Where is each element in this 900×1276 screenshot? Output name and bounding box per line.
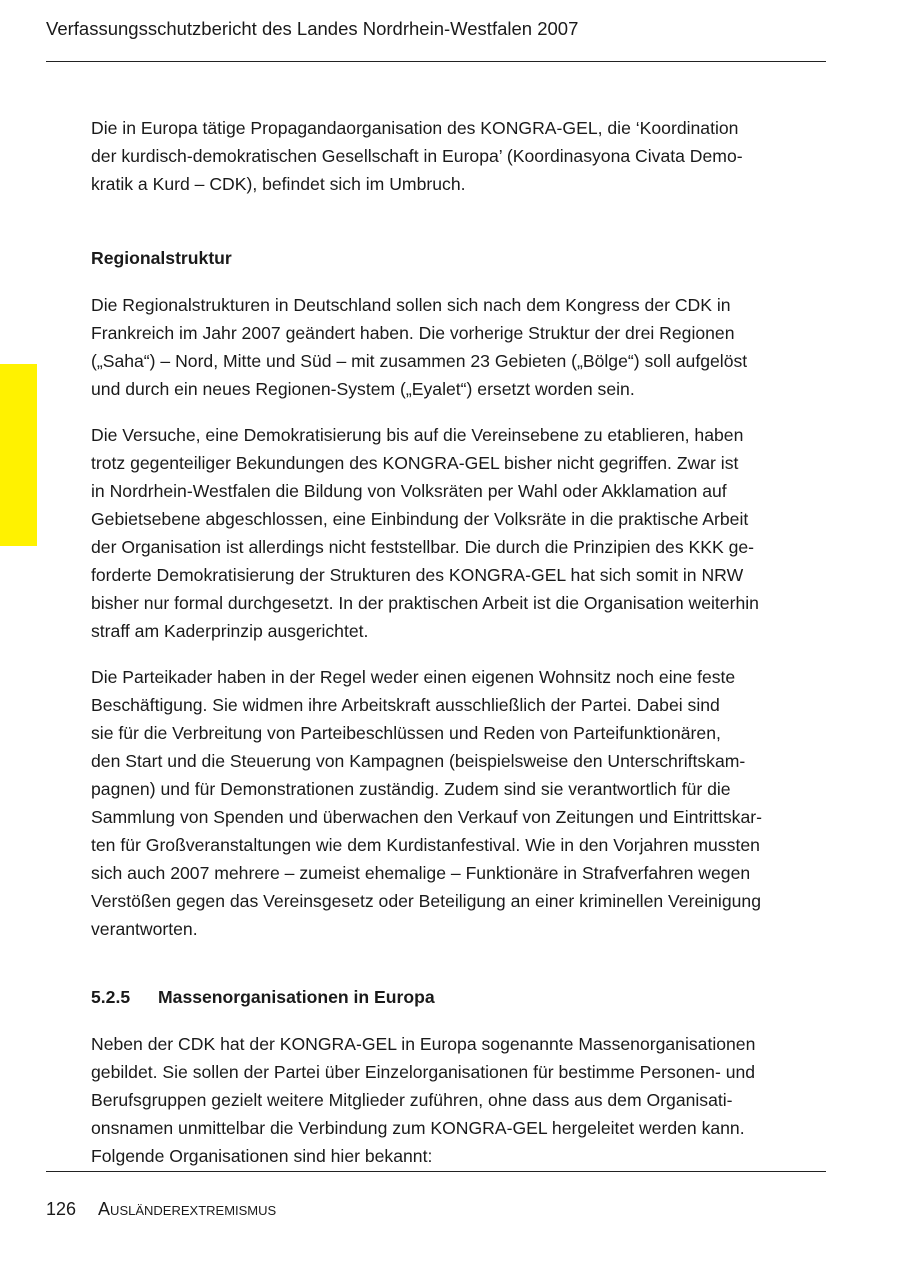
text-line: Die Regionalstrukturen in Deutschland sollen sich nach dem Kongress der CDK in bbox=[91, 295, 731, 315]
text-line: Berufsgruppen gezielt weitere Mitglieder zuführen, ohne dass aus dem Organisati- bbox=[91, 1090, 733, 1110]
text-line: onsnamen unmittelbar die Verbindung zum KONGRA-GEL hergeleitet werden kann. bbox=[91, 1118, 745, 1138]
intro-paragraph bbox=[91, 114, 827, 198]
paragraph-parteikader bbox=[91, 663, 827, 943]
section-number: 5.2.5 bbox=[91, 987, 131, 1007]
text-line: straff am Kaderprinzip ausgerichtet. bbox=[91, 621, 369, 641]
footer-section-title: Ausländerextremismus bbox=[98, 1199, 277, 1219]
text-line: der kurdisch-demokratischen Gesellschaft in Europa’ (Koordinasyona Civata Demo- bbox=[91, 146, 743, 166]
text-line: Sammlung von Spenden und überwachen den Verkauf von Zeitungen und Eintrittskar- bbox=[91, 807, 762, 827]
text-line: bisher nur formal durchgesetzt. In der praktischen Arbeit ist die Organisation weiterhin bbox=[91, 593, 759, 613]
text-line: gebildet. Sie sollen der Partei über Einzelorganisationen für bestimme Personen- und bbox=[91, 1062, 756, 1082]
text-line: Neben der CDK hat der KONGRA-GEL in Europa sogenannte Massenorganisationen bbox=[91, 1034, 756, 1054]
text-line: verantworten. bbox=[91, 919, 198, 939]
text-line: trotz gegenteiliger Bekundungen des KONGRA-GEL bisher nicht gegriffen. Zwar ist bbox=[91, 453, 739, 473]
page-body bbox=[91, 114, 827, 1170]
text-line: und durch ein neues Regionen-System („Eyalet“) ersetzt worden sein. bbox=[91, 379, 635, 399]
header-rule bbox=[46, 61, 826, 62]
text-line: Die Parteikader haben in der Regel weder einen eigenen Wohnsitz noch eine feste bbox=[91, 667, 736, 687]
text-line: kratik a Kurd – CDK), befindet sich im Umbruch. bbox=[91, 174, 466, 194]
text-line: („Saha“) – Nord, Mitte und Süd – mit zusammen 23 Gebieten („Bölge“) soll aufgelöst bbox=[91, 351, 748, 371]
text-line: Frankreich im Jahr 2007 geändert haben. Die vorherige Struktur der drei Regionen bbox=[91, 323, 735, 343]
section-title: Massenorganisationen in Europa bbox=[158, 987, 435, 1007]
text-line: Folgende Organisationen sind hier bekannt: bbox=[91, 1146, 433, 1166]
text-line: forderte Demokratisierung der Strukturen des KONGRA-GEL hat sich somit in NRW bbox=[91, 565, 744, 585]
text-line: der Organisation ist allerdings nicht feststellbar. Die durch die Prinzipien des KKK ge- bbox=[91, 537, 755, 557]
page-number: 126 bbox=[46, 1199, 77, 1219]
footer-rule bbox=[46, 1171, 826, 1172]
text-line: in Nordrhein-Westfalen die Bildung von Volksräten per Wahl oder Akklamation auf bbox=[91, 481, 727, 501]
text-line: sich auch 2007 mehrere – zumeist ehemalige – Funktionäre in Strafverfahren wegen bbox=[91, 863, 751, 883]
text-line: Beschäftigung. Sie widmen ihre Arbeitskraft ausschließlich der Partei. Dabei sind bbox=[91, 695, 720, 715]
margin-marker bbox=[0, 364, 37, 546]
page-footer bbox=[46, 1197, 276, 1221]
paragraph-demokratisierung bbox=[91, 421, 827, 645]
text-line: Die in Europa tätige Propagandaorganisation des KONGRA-GEL, die ‘Koordination bbox=[91, 118, 739, 138]
paragraph-regionalstrukturen bbox=[91, 291, 827, 403]
text-line: Gebietsebene abgeschlossen, eine Einbindung der Volksräte in die praktische Arbeit bbox=[91, 509, 749, 529]
text-line: Verstößen gegen das Vereinsgesetz oder Beteiligung an einer kriminellen Vereinigung bbox=[91, 891, 761, 911]
text-line: pagnen) und für Demonstrationen zuständig. Zudem sind sie verantwortlich für die bbox=[91, 779, 731, 799]
text-line: sie für die Verbreitung von Parteibeschlüssen und Reden von Parteifunktionären, bbox=[91, 723, 721, 743]
paragraph-massenorganisationen bbox=[91, 1030, 827, 1170]
text-line: ten für Großveranstaltungen wie dem Kurdistanfestival. Wie in den Vorjahren mussten bbox=[91, 835, 760, 855]
subheading-regionalstruktur: Regionalstruktur bbox=[91, 248, 232, 268]
section-heading bbox=[91, 983, 827, 1011]
running-header: Verfassungsschutzbericht des Landes Nordrhein-Westfalen 2007 bbox=[46, 18, 579, 39]
text-line: Die Versuche, eine Demokratisierung bis auf die Vereinsebene zu etablieren, haben bbox=[91, 425, 744, 445]
text-line: den Start und die Steuerung von Kampagnen (beispielsweise den Unterschriftskam- bbox=[91, 751, 746, 771]
